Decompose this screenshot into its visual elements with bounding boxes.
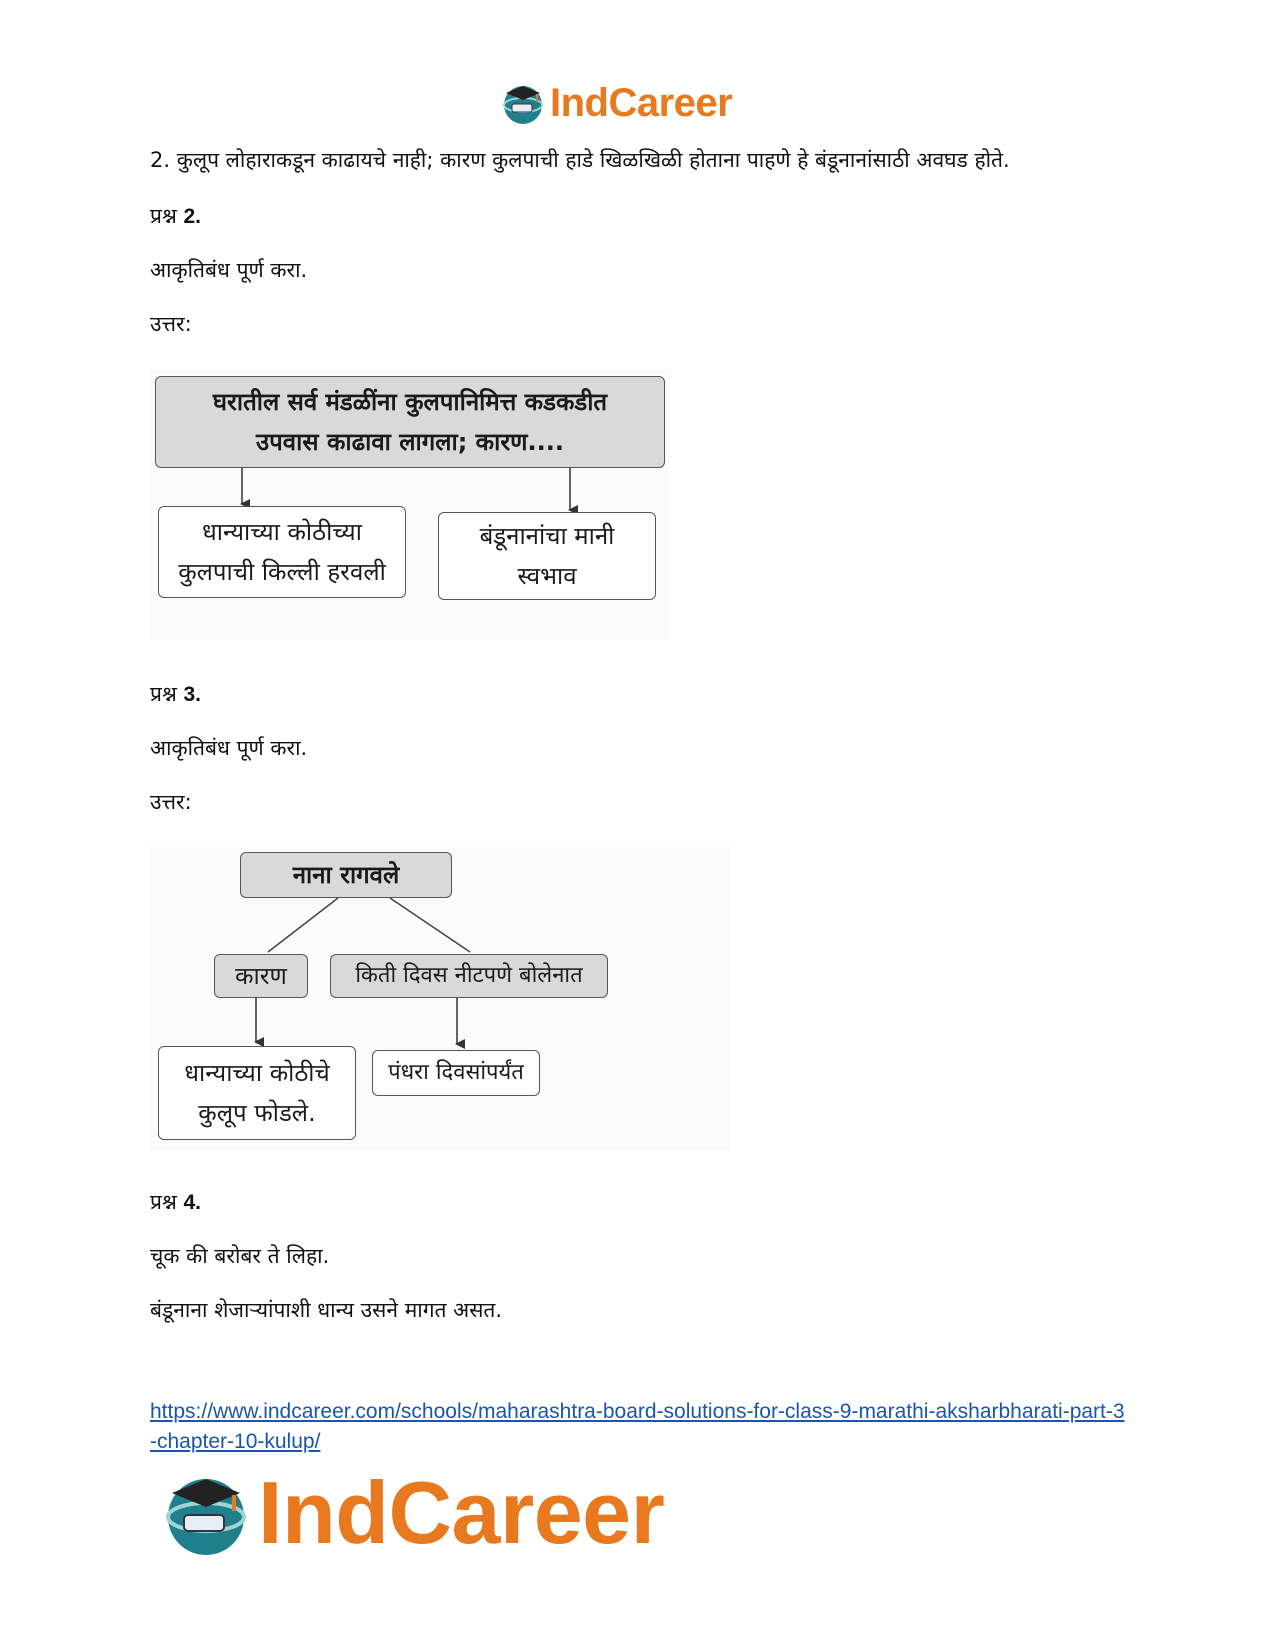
question-3-heading bbox=[150, 680, 201, 709]
bottom-left-line-2: कुलूप फोडले. bbox=[198, 1099, 316, 1127]
diagram-1-top-box bbox=[155, 376, 665, 468]
brand-name: IndCareer bbox=[258, 1463, 665, 1562]
graduation-cap-globe-icon bbox=[500, 80, 546, 126]
left-line-2: कुलपाची किल्ली हरवली bbox=[178, 558, 386, 586]
question-4-statement: बंडूनाना शेजाऱ्यांपाशी धान्य उसने मागत असत. bbox=[150, 1298, 503, 1322]
connector-right bbox=[390, 898, 470, 952]
diagram-2-top-box: नाना रागवले bbox=[240, 852, 452, 898]
right-line-1: बंडूनानांचा मानी bbox=[479, 522, 615, 550]
diagram-1-right-box bbox=[438, 512, 656, 600]
source-link[interactable]: https://www.indcareer.com/schools/maharashtra-board-solutions-for-class-9-marathi-aksharbharati-part-3-chapter-10-kulup/ bbox=[150, 1400, 1125, 1453]
diagram-1 bbox=[150, 370, 670, 640]
question-label: प्रश्न bbox=[150, 1190, 177, 1214]
question-4-instruction: चूक की बरोबर ते लिहा. bbox=[150, 1244, 330, 1268]
graduation-cap-globe-icon bbox=[160, 1467, 252, 1559]
diagram-2-reason-box: कारण bbox=[214, 954, 308, 998]
question-2-answer-label: उत्तर: bbox=[150, 312, 192, 336]
diagram-2-bottom-left-box bbox=[158, 1046, 356, 1140]
answer-line: 2. कुलूप लोहाराकडून काढायचे नाही; कारण कुलपाची हाडे खिळखिळी होताना पाहणे हे बंडूनानांसाठी अवघड होते. bbox=[150, 148, 1010, 172]
diagram-2 bbox=[150, 846, 730, 1150]
question-4-heading bbox=[150, 1188, 201, 1217]
footer-logo bbox=[160, 1465, 664, 1561]
question-3-answer-label: उत्तर: bbox=[150, 790, 192, 814]
connector-left bbox=[268, 898, 338, 952]
question-2-instruction: आकृतिबंध पूर्ण करा. bbox=[150, 258, 308, 282]
bottom-left-line-1: धान्याच्या कोठीचे bbox=[184, 1059, 330, 1087]
header-logo bbox=[500, 80, 732, 126]
brand-name: IndCareer bbox=[550, 80, 733, 125]
diagram-2-result-box: किती दिवस नीटपणे बोलेनात bbox=[330, 954, 608, 998]
question-label: प्रश्न bbox=[150, 682, 177, 706]
question-number: 4. bbox=[183, 1191, 201, 1214]
top-line-1: घरातील सर्व मंडळींना कुलपानिमित्त कडकडीत bbox=[212, 388, 608, 416]
right-line-2: स्वभाव bbox=[517, 562, 577, 590]
question-3-instruction: आकृतिबंध पूर्ण करा. bbox=[150, 736, 308, 760]
question-number: 2. bbox=[183, 205, 201, 228]
diagram-2-bottom-right-box: पंधरा दिवसांपर्यंत bbox=[372, 1050, 540, 1096]
question-label: प्रश्न bbox=[150, 204, 177, 228]
diagram-1-left-box bbox=[158, 506, 406, 598]
left-line-1: धान्याच्या कोठीच्या bbox=[202, 518, 362, 546]
question-2-heading bbox=[150, 202, 201, 231]
question-number: 3. bbox=[183, 683, 201, 706]
top-line-2: उपवास काढावा लागला; कारण.... bbox=[256, 428, 564, 456]
